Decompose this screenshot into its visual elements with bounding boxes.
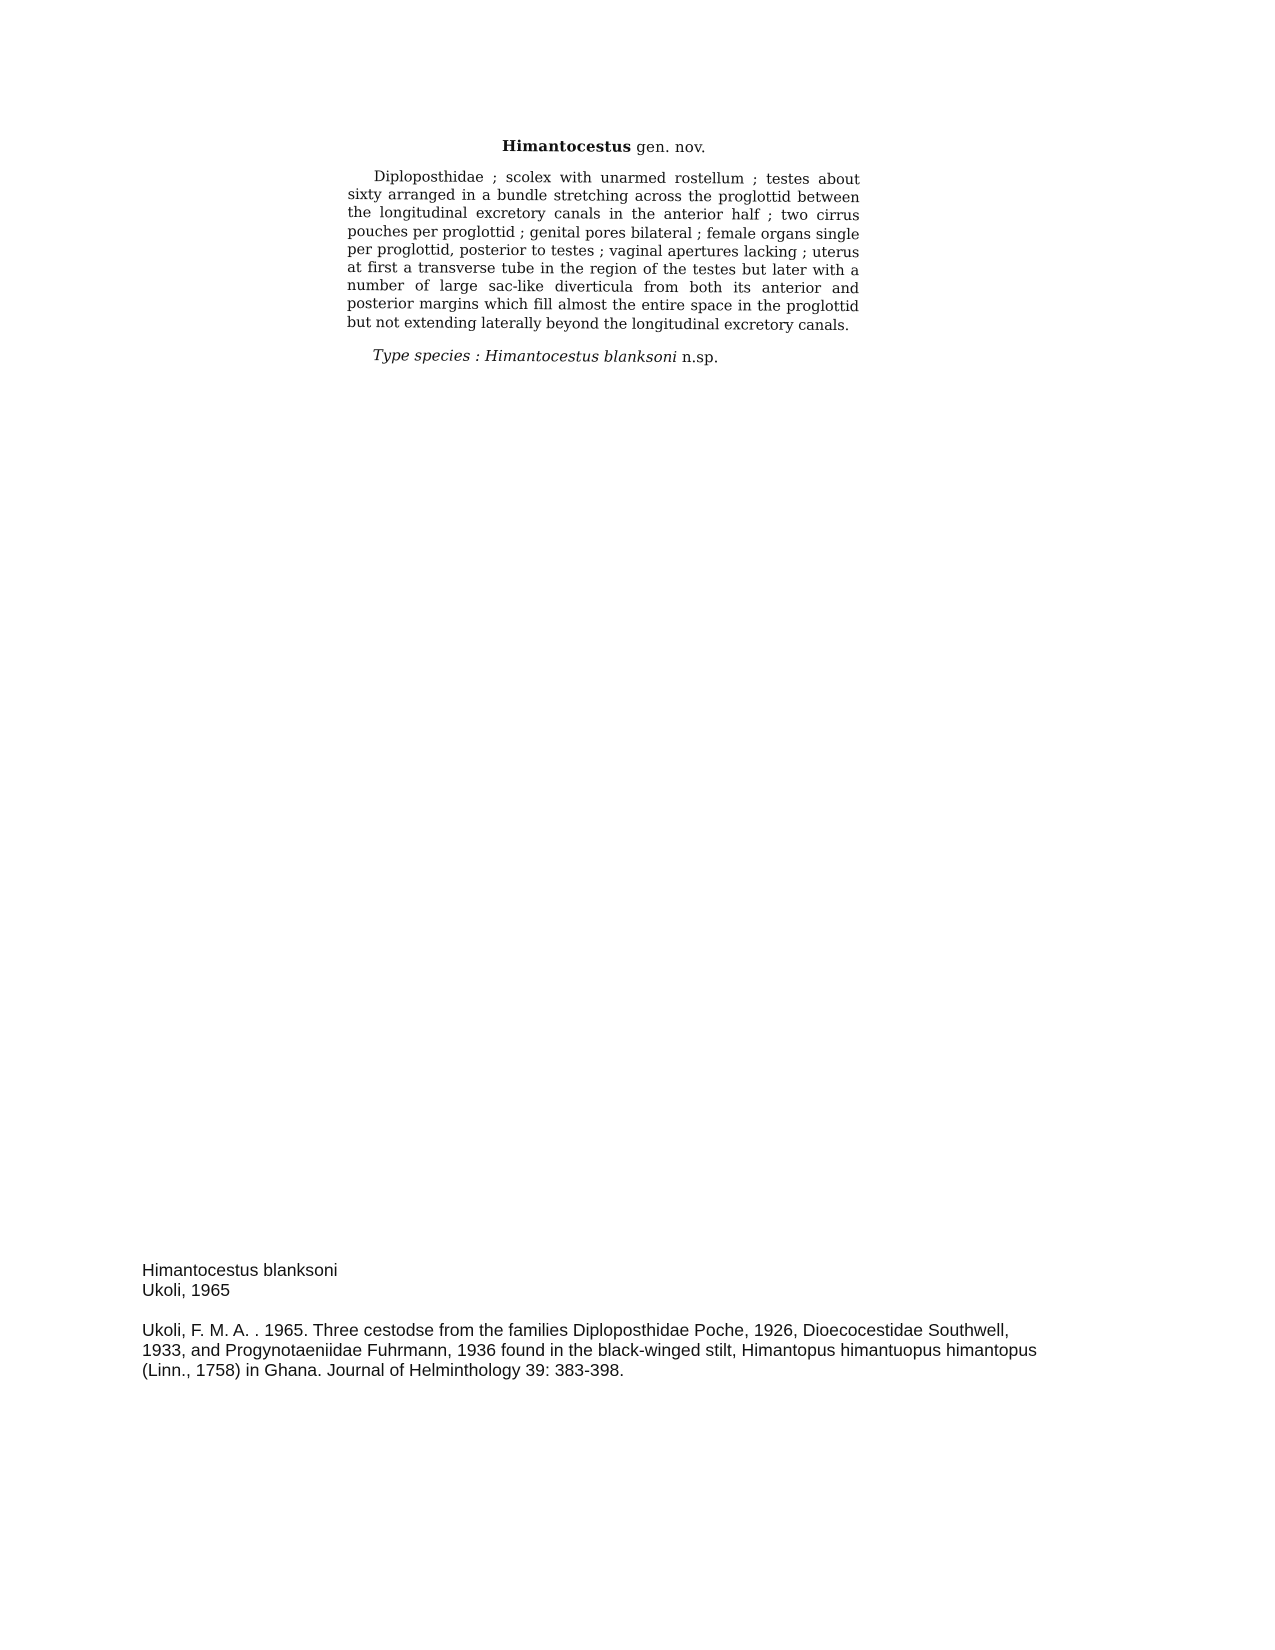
caption xyxy=(142,1260,1142,1380)
type-species-name: Himantocestus blanksoni xyxy=(484,346,678,366)
genus-heading xyxy=(348,136,860,157)
genus-diagnosis: Diploposthidae ; scolex with unarmed rostellum ; testes about sixty arranged in a bundle stretching across the proglottid between the longitudinal excretory canals in the anterior half ; two cirrus pouches per proglottid ; genital pores bilateral ; female organs single per proglottid, posterior to testes ; vaginal apertures lacking ; uterus at first a transverse tube in the region of the testes but later with a number of large sac-like diverticula from both its anterior and posterior margins which fill almost the entire space in the proglottid but not extending laterally beyond the longitudinal excretory canals. xyxy=(346,168,860,334)
scanned-description xyxy=(347,136,860,367)
caption-species: Himantocestus blanksoni xyxy=(142,1260,338,1280)
caption-authority: Ukoli, 1965 xyxy=(142,1280,231,1300)
type-species-line xyxy=(373,346,859,367)
caption-reference: Ukoli, F. M. A. . 1965. Three cestodse from the families Diploposthidae Poche, 1926, Dioecocestidae Southwell, 1933, and Progynotaeniidae Fuhrmann, 1936 found in the black-winged stilt, Himantopus himantuopus himantopus (Linn., 1758) in Ghana. Journal of Helminthology 39: 383-398. xyxy=(142,1320,1037,1380)
genus-name: Himantocestus xyxy=(501,136,632,156)
type-species-label: Type species : xyxy=(372,345,481,365)
type-species-status: n.sp. xyxy=(681,347,719,367)
genus-status: gen. nov. xyxy=(636,137,706,157)
